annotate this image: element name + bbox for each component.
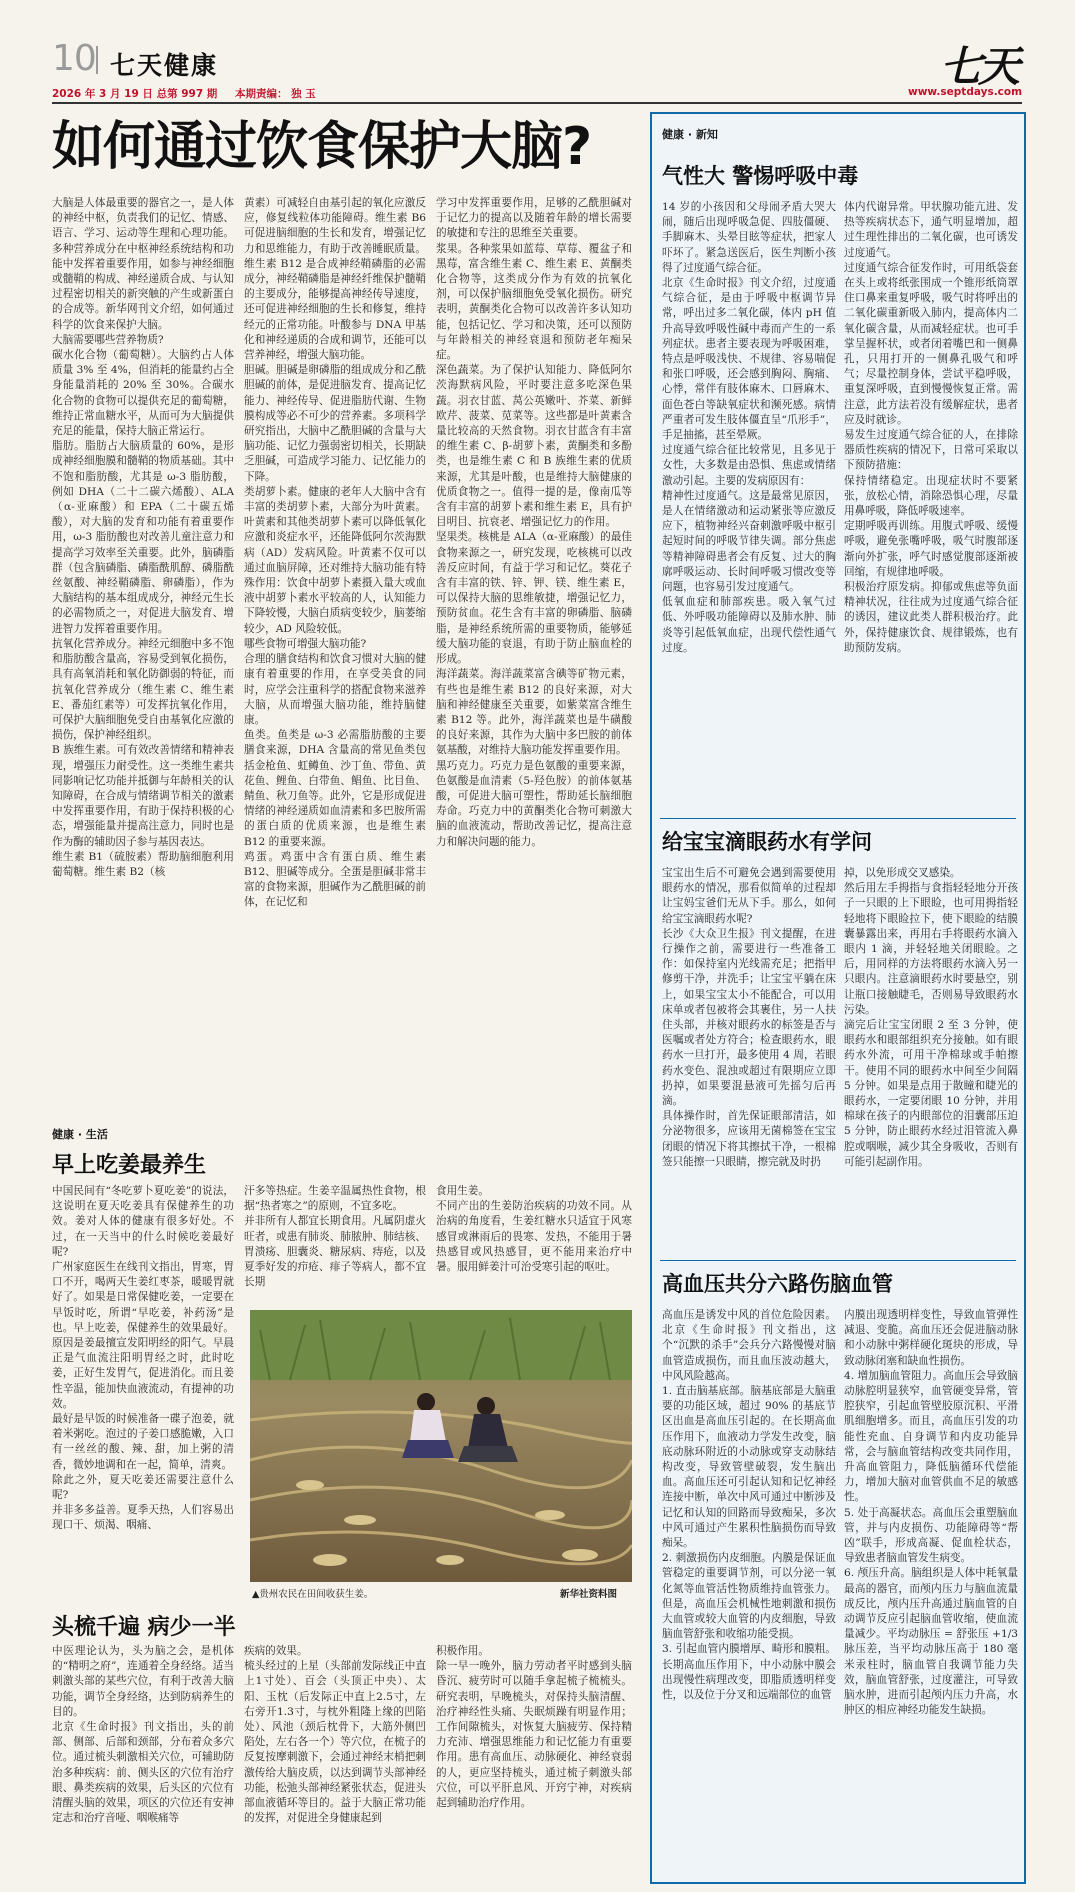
issue-date: 2026 年 3 月 19 日 总第 997 期 — [52, 88, 218, 100]
comb-title: 头梳千遍 病少一半 — [52, 1615, 236, 1640]
ginger-photo-caption: ▲贵州农民在田间收获生姜。 — [252, 1589, 374, 1600]
page-number-divider — [96, 46, 98, 74]
paper-name: 七天健康 — [110, 51, 219, 80]
masthead — [0, 0, 1075, 100]
health-life-label: 健康 · 生活 — [52, 1128, 108, 1141]
main-article-col2: 黄素）可减轻自由基引起的氧化应激反应，修复线粒体功能障碍。维生素 B6 可促进脑细胞的生长和发育，增强记忆力和思维能力，有助于改善睡眠质量。维生素 B12 是合成神经鞘磷脂的必需成分，神经鞘磷脂是神经纤维保护髓鞘的主要成分，能够提高神经传导速度，还可促进神经细胞的生长和修复，维持经元的正常功能。叶酸参与 DNA 甲基化和神经递质的合成和调节，还能可以营养神经，增强大脑功能。 胆碱。胆碱是卵磷脂的组成成分和乙酰胆碱的前体，是促进脑发育、提高记忆能力、神经传导、促进脂肪代谢、生物膜构成等必不可少的营养素。多项科学研究指出，大脑中乙酰胆碱的含量与大脑功能、记忆力强弱密切相关，长期缺乏胆碱，可造成学习能力、记忆能力的下降。 类胡萝卜素。健康的老年人大脑中含有丰富的类胡萝卜素，大部分为叶黄素。叶黄素和其他类胡萝卜素可以降低氧化应激和炎症水平，还能降低阿尔茨海默病（AD）发病风险。叶黄素不仅可以通过血脑屏障，还对维持大脑功能有特殊作用：饮食中胡萝卜素摄入量大或血液中胡萝卜素水平较高的人，认知能力下降较慢，大脑白质病变较少，脑萎缩较少，AD 风险较低。 哪些食物可增强大脑功能? 合理的膳食结构和饮食习惯对大脑的健康有着重要的作用，在享受美食的同时，应学会注重科学的搭配食物来滋养大脑，从而增强大脑功能，维持脑健康。 鱼类。鱼类是 ω-3 必需脂肪酸的主要膳食来源，DHA 含量高的常见鱼类包括金枪鱼、虹鳟鱼、沙丁鱼、带鱼、黄花鱼、鲤鱼、白带鱼、鲳鱼、比目鱼、鲭鱼、秋刀鱼等。此外，它是形成促进情绪的神经递质如血清素和多巴胺所需的蛋白质的优质来源，也是维生素 B12 的重要来源。 鸡蛋。鸡蛋中含有蛋白质、维生素 B12、胆碱等成分。全蛋是胆碱非常丰富的食物来源，胆碱作为乙酰胆碱的前体，在记忆和 — [244, 197, 426, 909]
eyedrop-title: 给宝宝滴眼药水有学问 — [662, 830, 872, 854]
main-article-title: 如何通过饮食保护大脑? — [52, 117, 592, 177]
masthead-rule — [52, 102, 1022, 104]
ginger-photo-credit: 新华社资料图 — [560, 1589, 618, 1600]
breath-title: 气性大 警惕呼吸中毒 — [662, 164, 859, 188]
health-news-label: 健康 · 新知 — [662, 128, 718, 141]
ginger-col2: 汗多等热症。生姜辛温属热性食物，根据“热者寒之”的原则，不宜多吃。 并非所有人都宜长期食用。凡属阴虚火旺者，或患有肺炎、肺脓肿、肺结核、胃溃疡、胆囊炎、糖尿病、痔疮，以及夏季好发的疖疮、痱子等病人，都不宜长期 — [244, 1185, 426, 1289]
website-url: www.septdays.com — [908, 86, 1023, 98]
ginger-photo — [250, 1310, 632, 1582]
ginger-col3: 食用生姜。 不同产出的生姜防治疾病的功效不同。从治病的角度看，生姜红糖水只适宜于风寒感冒或淋雨后的畏寒、发热，不能用于暑热感冒或风热感冒，更不能用来治疗中暑。服用鲜姜汁可治受寒引起的呕吐。 — [436, 1185, 632, 1274]
bp-col2: 内膜出现透明样变性，导致血管弹性减退、变脆。高血压还会促进脑动脉和小动脉中粥样硬化斑块的形成，导致动脉闭塞和缺血性损伤。 4. 增加脑血管阻力。高血压会导致脑动脉腔明显狭窄，血管硬变异常，管腔狭窄，引起血管壁胶原沉积、平滑肌细胞增多。而且，高血压引发的功能性充血、自身调节和内皮功能异常，会与脑血管结构改变共同作用，升高血管阻力，降低脑循环代偿能力，增加大脑对血管供血不足的敏感性。 5. 处于高凝状态。高血压会重塑脑血管，并与内皮损伤、功能障碍等“帮凶”联手，形成高凝、促血栓状态，导致患者脑血管发生病变。 6. 颅压升高。脑组织是人体中耗氧量最高的器官，而颅内压力与脑血流量成反比，颅内压升高通过脑血管的自动调节反应引起脑血管收缩，使血流量减少。平均动脉压 = 舒张压 +1/3 脉压差，当平均动脉压高于 180 毫米汞柱时，脑血管自我调节能力失效，脑血管舒张，过度灌注，可导致脑水肿，进而引起颅内压力升高，水肿区的相应神经功能发生缺损。 — [844, 1309, 1018, 1717]
page-number: 10 — [52, 38, 96, 79]
right-box-divider-1 — [660, 818, 1016, 819]
bp-title: 高血压共分六路伤脑血管 — [662, 1272, 893, 1296]
ginger-col1: 中国民间有“冬吃萝卜夏吃姜”的说法，这说明在夏天吃姜具有保健养生的功效。姜对人体的健康有很多好处。不过，在一天当中的什么时候吃姜最好呢? 广州家庭医生在线刊文指出，胃寒，胃口不开，喝两天生姜红枣茶，暖暖胃就好了。如果是日常保健吃姜，一定要在早饭时吃，所谓“早吃姜，补药汤”是也。早上吃姜，保健养生的效果最好。原因是姜最擅宣发阳明经的阳气。早晨正是气血流注阳明胃经之时，此时吃姜，正好生发胃气，促进消化。而且姜性辛温，能加快血液流动，有提神的功效。 最好是早饭的时候准备一碟子泡姜，就着米粥吃。泡过的子姜口感脆嫩，入口有一丝丝的酸、辣、甜，加上粥的清香，微妙地调和在一起，简单，清爽。 除此之外，夏天吃姜还需要注意什么呢? 并非多多益善。夏季天热，人们容易出现口干、烦渴、咽痛、 — [52, 1185, 234, 1532]
site-logo: 七天 — [940, 42, 1017, 91]
main-article-col3: 学习中发挥重要作用，足够的乙酰胆碱对于记忆力的提高以及随着年龄的增长需要的敏捷和专注的思维至关重要。 浆果。各种浆果如蓝莓、草莓、覆盆子和黑莓，富含维生素 C、维生素 E、黄酮类化合物等，这类成分作为有效的抗氧化剂，可以保护脑细胞免受氧化损伤。研究表明，黄酮类化合物可以改善许多认知功能，包括记忆、学习和决策，还可以预防与年龄相关的神经衰退和预防老年痴呆症。 深色蔬菜。为了保护认知能力、降低阿尔茨海默病风险，平时要注意多吃深色果蔬。羽衣甘蓝、莴公英嫩叶、芥菜、新鲜欧芹、菠菜、苋菜等。这些都是叶黄素含量比较高的天然食物。羽衣甘蓝含有丰富的维生素 C、β-胡萝卜素，黄酮类和多酚类，也是维生素 C 和 B 族维生素的优质来源，尤其是叶酸，也是维持大脑健康的优质食物之一。值得一提的是，像南瓜等含有丰富的胡萝卜素和维生素 E，具有护目明目、抗衰老、增强记忆力的作用。 坚果类。核桃是 ALA（α-亚麻酸）的最佳食物来源之一，研究发现，吃核桃可以改善反应时间，有益于学习和记忆。葵花子含有丰富的铁、锌、钾、镁、维生素 E，可以保持大脑的思维敏捷，增强记忆力，预防贫血。花生含有丰富的卵磷脂、脑磷脂，是神经系统所需的重要物质，能够延缓大脑功能的衰退，有助于防止脑血栓的形成。 海洋蔬菜。海洋蔬菜富含碘等矿物元素，有些也是维生素 B12 的良好来源，对大脑和神经健康至关重要，如紫菜富含维生素 B12 等。此外，海洋蔬菜也是牛磺酸的良好来源，其作为大脑中多巴胺的前体氨基酸，对维持大脑功能发挥重要作用。 黑巧克力。巧克力是色氨酸的重要来源，色氨酸是血清素（5-羟色胺）的前体氨基酸，可促进大脑可塑性，帮助延长脑细胞寿命。巧克力中的黄酮类化合物可刺激大脑的血液流动，帮助改善记忆，提高注意力和解决问题的能力。 — [436, 197, 632, 848]
right-box-divider-2 — [660, 1260, 1016, 1261]
comb-col2: 疾病的效果。 梳头经过的上星（头部前发际线正中直上1寸处）、百会（头顶正中央）、太阳、玉枕（后发际正中直上2.5寸，左右旁开1.3寸，与枕外粗隆上缘的凹陷处）、风池（颈后枕骨下，大筋外侧凹陷处，左右各一个）等穴位，在梳子的反复按摩刺激下，会通过神经末梢把刺激传给大脑皮质，以达到调节头部神经功能，松弛头部神经紧张状态，促进头部血液循环等目的。益于大脑正常功能的发挥，对促进全身健康起到 — [244, 1645, 426, 1825]
editor-credit: 本期责编： 独 玉 — [234, 88, 316, 100]
breath-col2: 体内代谢异常。甲状腺功能亢进、发热等疾病状态下，通气明显增加，超过生理性排出的二氧化碳，也可诱发过度通气。 过度通气综合征发作时，可用纸袋套在头上或将纸张围成一个锥形纸筒罩住口鼻来重复呼吸，吸气时将呼出的二氧化碳重新吸入肺内，提高体内二氧化碳含量，从而减轻症状。也可手掌呈握杯状，或者闭着嘴巴和一侧鼻孔，只用打开的一侧鼻孔吸气和呼气；尽量控制身体，尝试平稳呼吸，重复深呼吸，直到慢慢恢复正常。需注意，此方法若没有缓解症状，患者应及时就诊。 易发生过度通气综合征的人，在排除器质性疾病的情况下，日常可采取以下预防措施： 保持情绪稳定。出现症状时不要紧张，放松心情，消除恐惧心理，尽量用鼻呼吸，降低呼吸速率。 定期呼吸再训练。用腹式呼吸、缓慢呼吸，避免张嘴呼吸，吸气时腹部逐渐向外扩张，呼气时感觉腹部逐渐被回缩，有规律地呼吸。 积极治疗原发病。抑郁或焦虑等负面精神状况，往往成为过度通气综合征的诱因，建议此类人群积极治疗。此外，保持健康饮食、规律锻炼，也有助预防发病。 — [844, 201, 1018, 654]
eyedrop-col1: 宝宝出生后不可避免会遇到需要使用眼药水的情况，那看似简单的过程却让宝妈宝爸们无从下手。那么，如何给宝宝滴眼药水呢? 长沙《大众卫生报》刊文提醒，在进行操作之前，需要进行一些准备工作：如保持室内光线需充足；把指甲修剪干净，并洗手；让宝宝平躺在床上，如果宝宝太小不能配合，可以用床单或者包被将会其裹住，另一人扶住头部，并核对眼药水的标签是否与医嘱或者处方符合；检查眼药水，眼药水一旦打开，最多使用 4 周，若眼药水变色、混浊或超过有限期应立即扔掉，如果要混悬液可先摇匀后再滴。 具体操作时，首先保证眼部清洁，如分泌物很多，应该用无菌棉签在宝宝闭眼的情况下将其擦拭干净，一根棉签只能擦一只眼睛，擦完就及时扔 — [662, 867, 836, 1168]
breath-col1: 14 岁的小孩因和父母闹矛盾大哭大闹，随后出现呼吸急促、四肢僵硬、手脚麻木、头晕目眩等症状，把家人吓坏了。紧急送医后，医生判断小孩得了过度通气综合征。 北京《生命时报》刊文介绍，过度通气综合征，是由于呼吸中枢调节异常，呼出过多二氧化碳，体内 pH 值升高导致呼吸性碱中毒而产生的一系列症状。患者主要表现为呼吸困难，特点是呼吸浅快、不规律、容易喘促和张口呼吸，还会感到胸闷、胸痛、心悸，常伴有肢体麻木、口唇麻木、面色苍白等缺氧症状和濒死感。病情严重者可发生肢体僵直呈“爪形手”，手足抽搐，甚至晕厥。 过度通气综合征比较常见，且多见于女性，大多数是由恐惧、焦虑或情绪激动引起。主要的发病原因有： 精神性过度通气。这是最常见原因，是人在情绪激动和运动紧张等应激反应下，植物神经兴奋刺激呼吸中枢引起短时间的呼吸节律失调。部分焦虑等精神障碍患者会有反复、过大的胸廓呼吸运动、长时间呼吸习惯改变等问题，也容易引发过度通气。 低氧血症和肺部疾患。吸入氧气过低、外呼吸功能障碍以及肺水肿、肺炎等引起低氧血症，出现代偿性通气过度。 — [662, 201, 836, 654]
comb-col3: 积极作用。 除一早一晚外，脑力劳动者平时感到头脑昏沉、疲劳时可以随手拿起梳子梳梳头。研究表明，早晚梳头，对保持头脑清醒、治疗神经性头痛、失眠烦躁有明显作用；工作间隙梳头，对恢复大脑疲劳、保持精力充沛、增强思维能力和记忆能力有重要作用。患有高血压、动脉硬化、神经衰弱的人，更应坚持梳头，通过梳子刺激头部穴位，可以平肝息风、开窍宁神，对疾病起到辅助治疗作用。 — [436, 1645, 632, 1810]
main-article-col1: 大脑是人体最重要的器官之一，是人体的神经中枢，负责我们的记忆、情感、语言、学习、运动等生理和心理功能。多种营养成分在中枢神经系统结构和功能中发挥着重要作用，如参与神经细胞或髓鞘的构成、神经递质合成、与认知过程密切相关的新突触的产生或新蛋白的合成等。新华网刊文介绍，如何通过科学的饮食来保护大脑。 大脑需要哪些营养物质? 碳水化合物（葡萄糖）。大脑约占人体质量 3% 至 4%，但消耗的能量约占全身能量消耗的 20% 至 30%。合碳水化合物的食物可以提供充足的葡萄糖，维持正常血糖水平，从而可为大脑提供充足的能量，保持大脑正常运行。 脂肪。脂肪占大脑质量的 60%，是形成神经细胞膜和髓鞘的物质基础。其中不饱和脂肪酸，尤其是 ω-3 脂肪酸，例如 DHA（二十二碳六烯酸）、ALA（α-亚麻酸）和 EPA（二十碳五烯酸），对大脑的发育和功能有着重要作用，ω-3 脂肪酸也对改善儿童注意力和提高学习效率至关重要。此外，脑磷脂群（包含脑磷脂、磷脂酰肌醇、磷脂酰丝氨酸、神经鞘磷脂、卵磷脂），作为大脑结构的基本组成成分，神经元生长的必需物质之一，对促进大脑发育、增进智力发挥着重要作用。 抗氧化营养成分。神经元细胞中多不饱和脂肪酸含量高，容易受到氧化损伤，具有高氧消耗和氧化防御弱的特征，而抗氧化营养成分（维生素 C、维生素 E、番茄红素等）可发挥抗氧化作用，可保护大脑细胞免受自由基氧化应激的损伤，保护神经组织。 B 族维生素。可有效改善情绪和精神表现，增强压力耐受性。这一类维生素共同影响记忆功能并抵御与年龄相关的认知障碍，在合成与情绪调节相关的激素中发挥重要作用，有助于保持积极的心态，增强能量并提高注意力，同时也是作为酶的辅助因子参与基因表达。 维生素 B1（硫胺素）帮助脑细胞利用葡萄糖。维生素 B2（核 — [52, 197, 234, 878]
ginger-field-illustration — [250, 1310, 632, 1582]
date-line — [52, 86, 316, 101]
comb-col1: 中医理论认为，头为脑之会，是机体的“精明之府”，连通着全身经络。适当刺激头部的某些穴位，有利于改善大脑功能，调节全身经络，达到防病养生的目的。 北京《生命时报》刊文指出，头的前部、侧部、后部和颈部，分布着众多穴位。通过梳头刺激相关穴位，可辅助防治多种疾病：前、侧头区的穴位有治疗眼、鼻类疾病的效果，后头区的穴位有清醒头脑的效果，项区的穴位还有安神定志和治疗音哑、咽喉痛等 — [52, 1645, 234, 1825]
eyedrop-col2: 掉，以免形成交叉感染。 然后用左手拇指与食指轻轻地分开孩子一只眼的上下眼睑，也可用拇指轻轻地将下眼睑拉下，使下眼睑的结膜囊暴露出来，再用右手将眼药水滴入眼内 1 滴，并轻轻地关闭眼睑。之后，用同样的方法将眼药水滴入另一只眼内。注意滴眼药水时要悬空，别让瓶口接触睫毛，否则易导致眼药水污染。 滴完后让宝宝闭眼 2 至 3 分钟，使眼药水和眼部组织充分接触。如有眼药水外流，可用干净棉球或手帕擦干。使用不同的眼药水中间至少间隔 5 分钟。如果是点用于散瞳和睫光的眼药水，一定要闭眼 10 分钟，并用棉球在孩子的内眼部位的泪囊部压迫 5 分钟，防止眼药水经过泪管流入鼻腔或咽喉，减少其全身吸收，否则有可能引起副作用。 — [844, 867, 1018, 1168]
bp-col1: 高血压是诱发中风的首位危险因素。北京《生命时报》刊文指出，这个“沉默的杀手”会兵分六路慢慢对脑血管造成损伤，而且血压波动越大，中风风险越高。 1. 直击脑基底部。脑基底部是大脑重要的功能区域，超过 90% 的基底节区出血是高血压引起的。在长期高血压作用下，血液动力学发生改变，脑底动脉环附近的小动脉或穿支动脉结构改变，导致管壁破裂，发生脑出血。高血压还可引起认知和记忆神经连接中断，单次中风可通过中断涉及记忆和认知的回路而导致痴呆，多次中风可通过产生累积性脑损伤而导致痴呆。 2. 刺激损伤内皮细胞。内膜是保证血管稳定的重要调节剂，可以分泌一氧化氮等血管活性物质维持血管张力。但是，高血压会机械性地刺激和损伤大血管或较大血管的内皮细胞，导致脑血管舒张和收缩功能受损。 3. 引起血管内膜增厚、畸形和膜粗。长期高血压作用下，中小动脉中膜会出现慢性病理改变，即脂质透明样变性，以及位于分叉和远端部位的血管 — [662, 1309, 836, 1702]
ginger-title: 早上吃姜最养生 — [52, 1153, 207, 1178]
